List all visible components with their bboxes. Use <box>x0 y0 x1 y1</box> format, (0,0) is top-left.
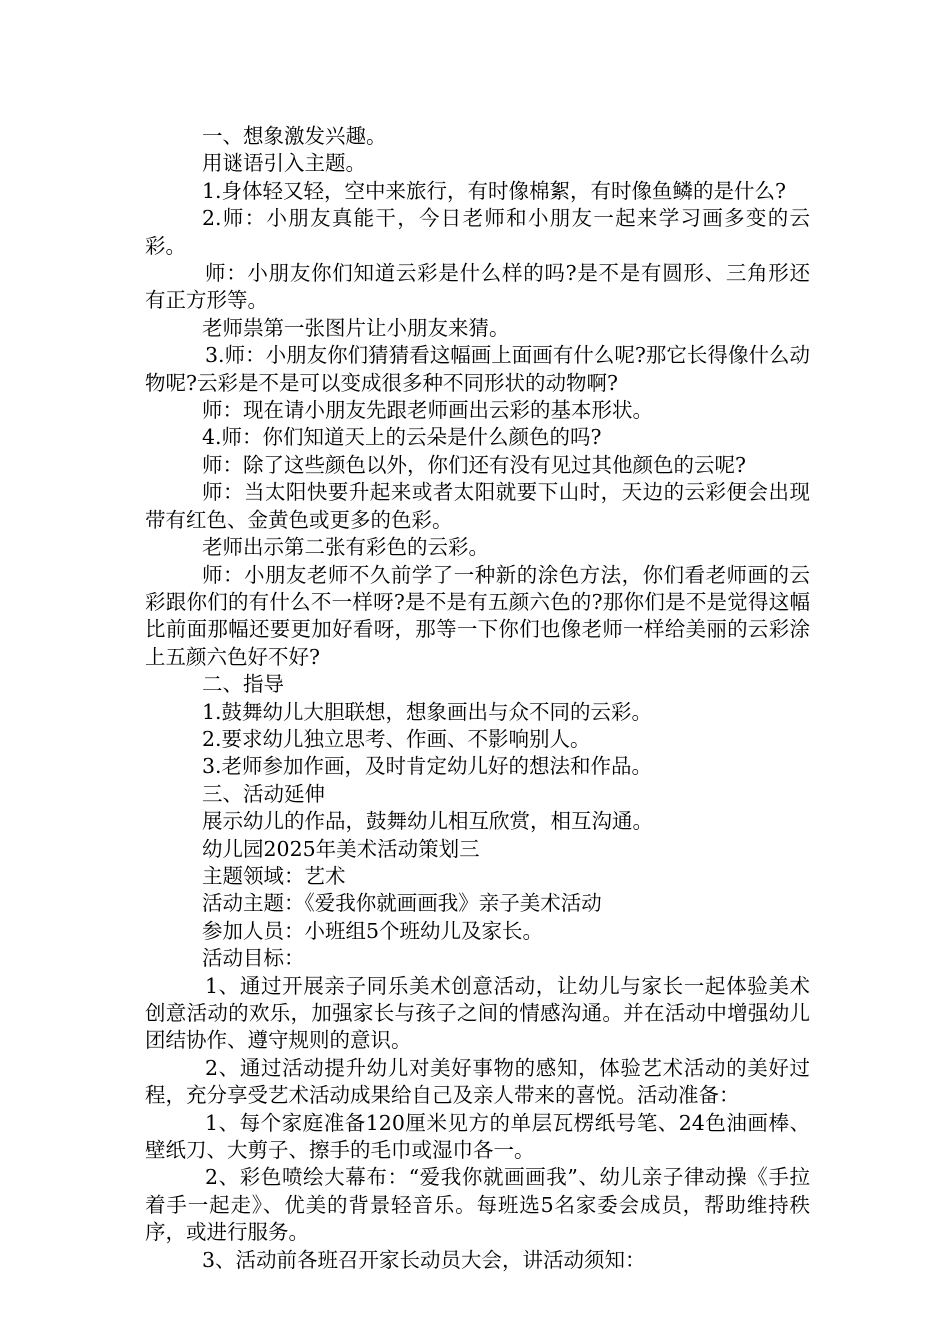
paragraph: 主题领域：艺术 <box>202 863 346 888</box>
paragraph: 师：现在请小朋友先跟老师画出云彩的基本形状。 <box>202 398 653 423</box>
section-heading-3: 三、活动延伸 <box>202 781 325 806</box>
paragraph: 1.身体轻又轻，空中来旅行，有时像棉絮，有时像鱼鳞的是什么? <box>202 178 787 203</box>
paragraph: 3.老师参加作画，及时肯定幼儿好的想法和作品。 <box>202 754 653 779</box>
paragraph: 3、活动前各班召开家长动员大会，讲活动须知： <box>202 1247 646 1272</box>
paragraph: 师：除了这些颜色以外，你们还有没有见过其他颜色的云呢? <box>202 452 746 477</box>
paragraph: 活动主题：《爱我你就画画我》亲子美术活动 <box>202 891 602 916</box>
paragraph: 活动目标： <box>202 946 305 971</box>
paragraph: 用谜语引入主题。 <box>202 151 366 176</box>
plan-title: 幼儿园2025年美术活动策划三 <box>202 836 480 861</box>
section-heading-1: 一、想象激发兴趣。 <box>202 124 387 148</box>
document-body <box>145 123 810 1274</box>
paragraph: 3.师：小朋友你们猜猜看这幅画上面画有什么呢?那它长得像什么动物呢?云彩是不是可以变成很多种不同形状的动物啊? <box>145 343 810 395</box>
section-heading-2: 二、指导 <box>202 672 284 697</box>
paragraph: 2.师：小朋友真能干，今日老师和小朋友一起来学习画多变的云彩。 <box>145 206 810 258</box>
paragraph: 师：当太阳快要升起来或者太阳就要下山时，天边的云彩便会出现带有红色、金黄色或更多的色彩。 <box>145 480 810 532</box>
paragraph: 师：小朋友老师不久前学了一种新的涂色方法，你们看老师画的云彩跟你们的有什么不一样呀?是不是有五颜六色的?那你们是不是觉得这幅比前面那幅还要更加好看呀，那等一下你们也像老师一样给美丽的云彩涂上五颜六色好不好? <box>145 562 810 669</box>
paragraph: 2、通过活动提升幼儿对美好事物的感知，体验艺术活动的美好过程，充分享受艺术活动成果给自己及亲人带来的喜悦。活动准备： <box>145 1055 810 1108</box>
paragraph: 4.师：你们知道天上的云朵是什么颜色的吗? <box>202 425 602 450</box>
paragraph: 师：小朋友你们知道云彩是什么样的吗?是不是有圆形、三角形还有正方形等。 <box>145 261 810 313</box>
paragraph: 1.鼓舞幼儿大胆联想，想象画出与众不同的云彩。 <box>202 699 653 724</box>
paragraph: 2.要求幼儿独立思考、作画、不影响别人。 <box>202 726 591 751</box>
paragraph: 展示幼儿的作品，鼓舞幼儿相互欣赏，相互沟通。 <box>202 809 653 834</box>
paragraph: 老师出示第二张有彩色的云彩。 <box>202 535 489 560</box>
paragraph: 2、彩色喷绘大幕布：“爱我你就画画我”、幼儿亲子律动操《手拉着手一起走》、优美的背景轻音乐。每班选5名家委会成员，帮助维持秩序，或进行服务。 <box>145 1165 810 1245</box>
paragraph: 1、通过开展亲子同乐美术创意活动，让幼儿与家长一起体验美术创意活动的欢乐，加强家长与孩子之间的情感沟通。并在活动中增强幼儿团结协作、遵守规则的意识。 <box>145 973 810 1053</box>
paragraph: 老师祟第一张图片让小朋友来猜。 <box>202 315 510 340</box>
paragraph: 参加人员：小班组5个班幼儿及家长。 <box>202 918 544 943</box>
paragraph: 1、每个家庭准备120厘米见方的单层瓦楞纸号笔、24色油画棒、壁纸刀、大剪子、擦手的毛巾或湿巾各一。 <box>145 1110 810 1163</box>
